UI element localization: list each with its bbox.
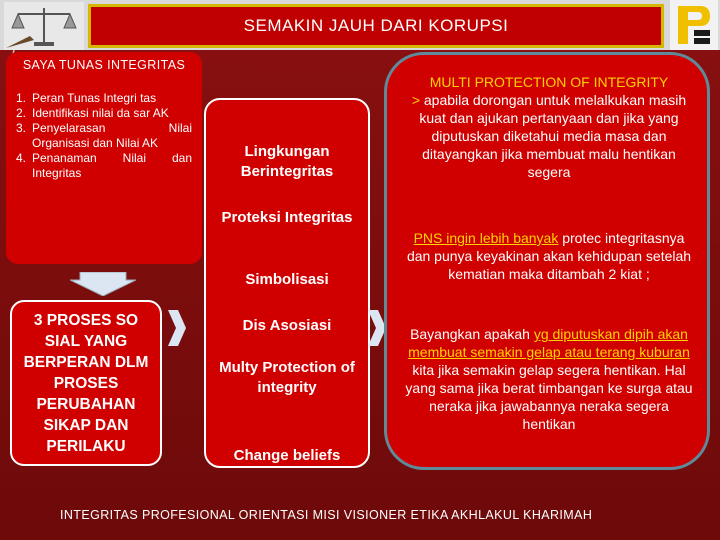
arrow-down-icon	[70, 272, 136, 296]
pns-text: protec integritasnya dan punya keyakinan akan kehidupan setelah kematian maka ditambah 2 kiat ;	[406, 230, 692, 282]
tunas-integritas-title: SAYA TUNAS INTEGRITAS	[22, 58, 186, 72]
list-item	[16, 151, 192, 181]
title-banner	[88, 4, 664, 48]
bayangkan-part2: kita jika semakin gelap segera hentikan. Hal yang sama jika berat timbangan ke surga atau neraka jika jawabannya neraka segera hentikan	[405, 362, 693, 432]
step-lingkungan: Lingkungan Berintegritas	[240, 143, 334, 180]
list-item-text: Peran Tunas Integri tas	[32, 91, 157, 105]
bayangkan-part1: Bayangkan apakah	[410, 326, 534, 342]
step-proteksi: Proteksi Integritas	[221, 209, 353, 226]
footer-values: INTEGRITAS PROFESIONAL ORIENTASI MISI VISIONER ETIKA AKHLAKUL KHARIMAH	[60, 508, 593, 522]
process-steps-box	[204, 98, 370, 468]
list-item	[16, 121, 192, 151]
list-item-number: 4.	[16, 151, 27, 165]
page-title: SEMAKIN JAUH DARI KORUPSI	[243, 16, 509, 35]
list-item-text: Penyelarasan Nilai Organisasi dan Nilai AK	[32, 121, 192, 150]
list-item-text: Penanaman Nilai dan Integritas	[32, 151, 192, 180]
pns-highlight: PNS ingin lebih banyak	[413, 230, 559, 246]
bayangkan-block	[401, 325, 697, 433]
list-item-number: 3.	[16, 121, 27, 135]
list-item	[16, 91, 192, 106]
list-item	[16, 106, 192, 121]
justice-scale-logo	[4, 2, 84, 50]
multi-protection-heading: MULTI PROTECTION OF INTEGRITY	[429, 74, 669, 90]
list-item-text: Identifikasi nilai da sar AK	[32, 106, 169, 120]
tunas-integritas-box	[6, 52, 202, 264]
list-item-number: 1.	[16, 91, 27, 105]
ministry-logo	[670, 0, 718, 50]
arrow-right-icon	[168, 306, 186, 350]
arrow-marker: >	[411, 92, 420, 108]
step-multy-protection: Multy Protection of integrity	[219, 359, 355, 396]
list-item-number: 2.	[16, 106, 27, 120]
explanation-box	[384, 52, 710, 470]
pns-block	[401, 229, 697, 283]
tunas-integritas-list	[16, 91, 192, 181]
multi-protection-text: apabila dorongan untuk melalkukan masih kuat dan ajukan pertanyaan dan jika yang diputuskan diketahui media masa dan ditayangkan jika membuat malu hentikan segera	[419, 92, 687, 180]
bayangkan-highlight: yg diputuskan dipih akan membuat semakin gelap atau terang kuburan	[408, 326, 690, 360]
social-process-text: 3 PROSES SO SIAL YANG BERPERAN DLM PROSES PERUBAHAN SIKAP DAN PERILAKU	[23, 311, 149, 455]
step-simbolisasi: Simbolisasi	[245, 271, 329, 288]
step-change-beliefs: Change beliefs	[233, 447, 341, 464]
step-dis-asosiasi: Dis Asosiasi	[242, 317, 332, 334]
multi-protection-block	[401, 73, 697, 181]
social-process-box	[10, 300, 162, 466]
